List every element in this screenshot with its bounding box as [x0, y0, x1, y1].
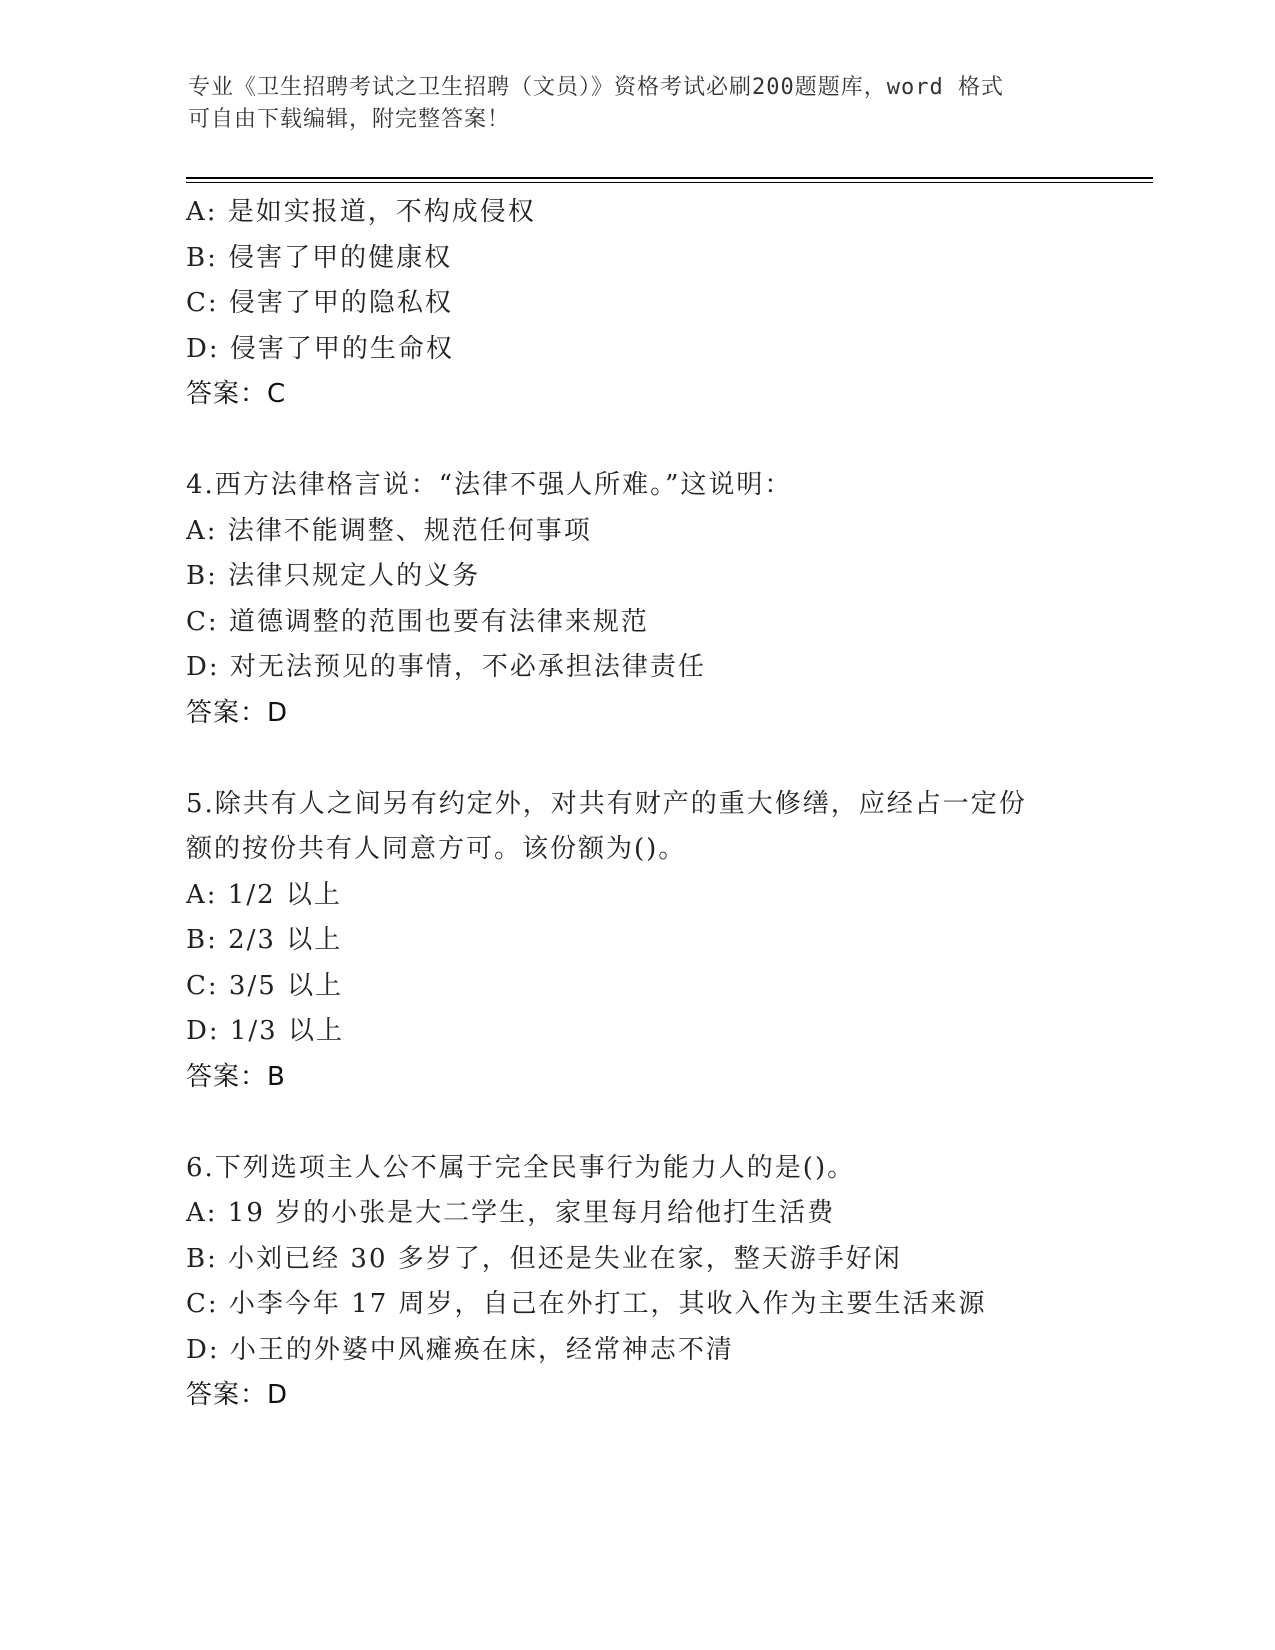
question-text-continued: 额的按份共有人同意方可。该份额为()。 — [186, 834, 687, 864]
option-a: A: 19 岁的小张是大二学生，家里每月给他打生活费 — [186, 1198, 836, 1228]
spacer — [186, 1100, 1126, 1146]
option-b: B: 2/3 以上 — [186, 925, 343, 955]
question-6 — [186, 1146, 1126, 1419]
option-c: C: 道德调整的范围也要有法律来规范 — [186, 606, 649, 637]
question-text: 5.除共有人之间另有约定外，对共有财产的重大修缮，应经占一定份 — [186, 788, 1027, 819]
question-5 — [186, 782, 1126, 1101]
answer-label: 答案：C — [186, 379, 287, 409]
option-d: D: 对无法预见的事情，不必承担法律责任 — [186, 652, 706, 682]
option-c: C: 小李今年 17 周岁，自己在外打工，其收入作为主要生活来源 — [186, 1289, 987, 1319]
header-line-2: 可自由下载编辑，附完整答案！ — [188, 107, 511, 132]
document-header — [188, 72, 1068, 136]
option-b: B: 小刘已经 30 多岁了，但还是失业在家，整天游手好闲 — [186, 1243, 902, 1274]
option-b: B: 法律只规定人的义务 — [186, 561, 481, 591]
option-a: A: 法律不能调整、规范任何事项 — [186, 515, 592, 546]
spacer — [186, 418, 1126, 464]
option-a: A: 是如实报道，不构成侵权 — [186, 197, 536, 227]
spacer — [186, 736, 1126, 782]
answer-label: 答案：B — [186, 1061, 286, 1092]
question-text: 6.下列选项主人公不属于完全民事行为能力人的是()。 — [186, 1152, 856, 1183]
header-divider-thin — [186, 182, 1153, 183]
option-d: D: 侵害了甲的生命权 — [186, 333, 454, 364]
answer-label: 答案：D — [186, 697, 289, 728]
option-c: C: 3/5 以上 — [186, 970, 344, 1001]
header-line-1: 专业《卫生招聘考试之卫生招聘（文员）》资格考试必刷200题题库，word 格式 — [188, 75, 1004, 100]
question-list — [186, 190, 1126, 1419]
option-a: A: 1/2 以上 — [186, 879, 342, 910]
option-b: B: 侵害了甲的健康权 — [186, 242, 453, 273]
question-4 — [186, 463, 1126, 736]
question-3 — [186, 190, 1126, 418]
question-text: 4.西方法律格言说：“法律不强人所难。”这说明： — [186, 470, 793, 500]
option-d: D: 小王的外婆中风瘫痪在床，经常神志不清 — [186, 1334, 734, 1365]
header-divider-thick — [186, 177, 1153, 179]
answer-label: 答案：D — [186, 1380, 289, 1410]
option-d: D: 1/3 以上 — [186, 1016, 344, 1046]
option-c: C: 侵害了甲的隐私权 — [186, 288, 453, 318]
